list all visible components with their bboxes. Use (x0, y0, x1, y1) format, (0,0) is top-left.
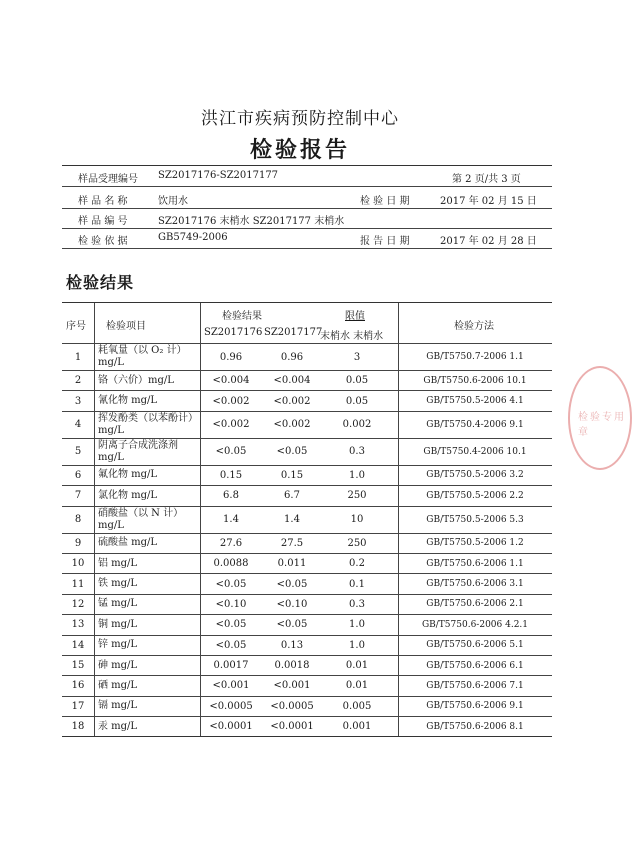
row-no: 14 (71, 639, 85, 651)
row-result-2: 27.5 (280, 537, 304, 549)
page-indicator: 第 2 页/共 3 页 (452, 174, 521, 185)
row-no: 17 (71, 700, 85, 712)
row-method: GB/T5750.6-2006 2.1 (426, 599, 524, 610)
org-title: 洪江市疾病预防控制中心 (201, 109, 399, 129)
row-result-1: <0.0005 (209, 700, 253, 712)
row-result-1: 0.96 (219, 351, 243, 363)
table-row (62, 371, 552, 391)
table-row (62, 554, 552, 574)
row-limit: 1.0 (349, 469, 365, 481)
row-result-2: 0.13 (280, 639, 304, 651)
row-result-1: <0.05 (215, 619, 247, 631)
row-limit: 0.3 (349, 598, 365, 610)
row-result-2: <0.002 (273, 395, 311, 407)
row-no: 11 (71, 578, 85, 590)
row-method: GB/T5750.6-2006 4.2.1 (421, 619, 529, 630)
table-row (62, 391, 552, 411)
header-r2: SZ2017177 (264, 327, 323, 338)
results-header (62, 303, 552, 344)
row-limit: 0.01 (345, 680, 369, 692)
row-item: 汞 mg/L (98, 720, 138, 732)
row-result-2: <0.002 (273, 419, 311, 431)
table-row (62, 507, 552, 534)
row-limit: 0.1 (349, 578, 365, 590)
row-result-1: <0.004 (212, 375, 250, 387)
row-limit: 0.005 (342, 700, 372, 712)
row-no: 16 (71, 680, 85, 692)
header-item: 检验项目 (106, 321, 146, 332)
header-limit: 限值 (345, 311, 365, 322)
test-date-label: 检 验 日 期 (360, 196, 410, 207)
row-limit: 0.3 (349, 446, 365, 458)
row-no: 18 (71, 721, 85, 733)
row-limit: 0.05 (345, 395, 369, 407)
row-method: GB/T5750.5-2006 4.1 (426, 396, 524, 407)
table-row (62, 534, 552, 554)
table-row (62, 636, 552, 656)
table-row (62, 344, 552, 371)
header-limit-sub: 末梢水 末梢水 (320, 331, 384, 342)
row-result-1: 0.15 (219, 469, 243, 481)
row-item: 硫酸盐 mg/L (98, 537, 158, 549)
row-item: 砷 mg/L (98, 659, 138, 671)
row-no: 12 (71, 598, 85, 610)
table-row (62, 574, 552, 594)
row-method: GB/T5750.7-2006 1.1 (426, 352, 524, 362)
row-no: 4 (74, 419, 82, 431)
row-limit: 0.2 (349, 558, 365, 570)
meta-row-sample-name (62, 188, 552, 209)
row-limit: 250 (347, 490, 367, 502)
row-no: 3 (74, 395, 82, 407)
row-item: 铬（六价）mg/L (98, 374, 174, 386)
header-r1: SZ2017176 (204, 327, 263, 338)
meta-row-sample-no (62, 208, 552, 229)
row-result-2: 0.011 (277, 558, 307, 570)
row-method: GB/T5750.4-2006 9.1 (426, 419, 524, 430)
row-method: GB/T5750.6-2006 6.1 (426, 660, 524, 671)
row-item: 氰化物 mg/L (98, 395, 158, 407)
test-date-value: 2017 年 02 月 15 日 (440, 196, 537, 207)
header-result: 检验结果 (222, 311, 262, 322)
row-result-2: <0.0005 (270, 700, 314, 712)
row-item: 硒 mg/L (98, 679, 138, 691)
row-limit: 1.0 (349, 639, 365, 651)
row-item: 阴离子合成洗涤剂 mg/L (98, 439, 178, 463)
sample-no-label: 样 品 编 号 (78, 216, 128, 227)
row-result-1: <0.05 (215, 639, 247, 651)
row-result-1: 0.0017 (213, 660, 249, 672)
row-result-2: 6.7 (284, 490, 300, 502)
basis-value: GB5749-2006 (158, 232, 228, 243)
row-result-2: <0.10 (276, 598, 308, 610)
header-no: 序号 (66, 321, 86, 332)
row-result-1: <0.10 (215, 598, 247, 610)
report-date-label: 报 告 日 期 (360, 236, 410, 247)
row-method: GB/T5750.6-2006 8.1 (426, 721, 524, 732)
row-result-1: 6.8 (223, 490, 239, 502)
row-item: 硝酸盐（以 N 计）mg/L (98, 507, 184, 531)
row-result-2: <0.004 (273, 375, 311, 387)
row-method: GB/T5750.5-2006 1.2 (426, 538, 524, 549)
row-limit: 0.05 (345, 375, 369, 387)
acceptance-label: 样品受理编号 (78, 174, 138, 185)
row-method: GB/T5750.6-2006 7.1 (426, 680, 524, 691)
row-item: 挥发酚类（以苯酚计）mg/L (98, 412, 198, 436)
row-item: 铁 mg/L (98, 578, 138, 590)
row-method: GB/T5750.6-2006 3.1 (426, 579, 524, 590)
row-item: 锌 mg/L (98, 639, 138, 651)
row-result-1: 1.4 (223, 514, 239, 526)
meta-row-basis (62, 228, 552, 249)
report-title: 检验报告 (249, 137, 350, 163)
row-result-2: <0.05 (276, 578, 308, 590)
row-result-1: <0.001 (212, 680, 250, 692)
row-method: GB/T5750.5-2006 2.2 (426, 490, 524, 501)
row-result-2: 0.0018 (274, 660, 310, 672)
acceptance-value: SZ2017176-SZ2017177 (158, 170, 279, 181)
row-item: 氯化物 mg/L (98, 489, 158, 501)
table-row (62, 466, 552, 486)
results-table (62, 302, 552, 737)
row-method: GB/T5750.5-2006 5.3 (426, 514, 524, 525)
row-no: 1 (74, 351, 82, 363)
stamp-text: 检验专用章 (578, 412, 626, 438)
row-limit: 0.001 (342, 721, 372, 733)
row-result-2: <0.0001 (270, 721, 314, 733)
row-item: 氟化物 mg/L (98, 469, 158, 481)
row-no: 5 (74, 446, 82, 458)
official-stamp (568, 366, 632, 470)
meta-row-acceptance (62, 165, 552, 187)
row-no: 10 (71, 558, 85, 570)
row-limit: 1.0 (349, 619, 365, 631)
row-result-2: 0.15 (280, 469, 304, 481)
row-limit: 250 (347, 537, 367, 549)
row-result-1: <0.05 (215, 578, 247, 590)
table-row (62, 486, 552, 506)
row-limit: 3 (353, 351, 361, 363)
sample-no-value: SZ2017176 末梢水 SZ2017177 末梢水 (158, 216, 345, 227)
row-no: 7 (74, 490, 82, 502)
sample-name-label: 样 品 名 称 (78, 196, 128, 207)
sample-name-value: 饮用水 (158, 196, 188, 207)
row-method: GB/T5750.6-2006 1.1 (426, 558, 524, 569)
row-limit: 0.01 (345, 660, 369, 672)
row-no: 9 (74, 537, 82, 549)
row-no: 2 (74, 375, 82, 387)
row-result-1: <0.002 (212, 395, 250, 407)
row-method: GB/T5750.6-2006 5.1 (426, 640, 524, 651)
table-row (62, 615, 552, 635)
row-item: 铝 mg/L (98, 557, 138, 569)
row-limit: 10 (350, 514, 364, 526)
row-item: 镉 mg/L (98, 700, 138, 712)
row-item: 耗氧量（以 O₂ 计）mg/L (98, 345, 187, 368)
row-method: GB/T5750.4-2006 10.1 (423, 446, 527, 457)
row-result-2: 1.4 (284, 514, 300, 526)
row-no: 15 (71, 660, 85, 672)
row-no: 13 (71, 619, 85, 631)
row-result-2: <0.05 (276, 619, 308, 631)
basis-label: 检 验 依 据 (78, 236, 128, 247)
row-result-1: <0.002 (212, 419, 250, 431)
row-method: GB/T5750.5-2006 3.2 (426, 470, 524, 481)
row-method: GB/T5750.6-2006 9.1 (426, 701, 524, 712)
report-date-value: 2017 年 02 月 28 日 (440, 236, 537, 247)
row-item: 铜 mg/L (98, 618, 138, 630)
row-result-1: 27.6 (219, 537, 243, 549)
header-method: 检验方法 (454, 321, 494, 332)
table-row (62, 656, 552, 676)
row-limit: 0.002 (342, 419, 372, 431)
results-body (62, 344, 552, 736)
row-result-2: 0.96 (280, 351, 304, 363)
row-no: 6 (74, 469, 82, 481)
table-row (62, 676, 552, 696)
table-row (62, 595, 552, 615)
row-result-2: <0.001 (273, 680, 311, 692)
row-result-1: <0.05 (215, 446, 247, 458)
row-result-1: <0.0001 (209, 721, 253, 733)
results-section-title: 检验结果 (66, 273, 135, 292)
row-item: 锰 mg/L (98, 598, 138, 610)
row-method: GB/T5750.6-2006 10.1 (423, 375, 527, 386)
table-row (62, 412, 552, 439)
row-result-1: 0.0088 (213, 558, 249, 570)
row-result-2: <0.05 (276, 446, 308, 458)
table-row (62, 697, 552, 717)
row-no: 8 (74, 514, 82, 526)
table-row (62, 717, 552, 736)
table-row (62, 439, 552, 466)
